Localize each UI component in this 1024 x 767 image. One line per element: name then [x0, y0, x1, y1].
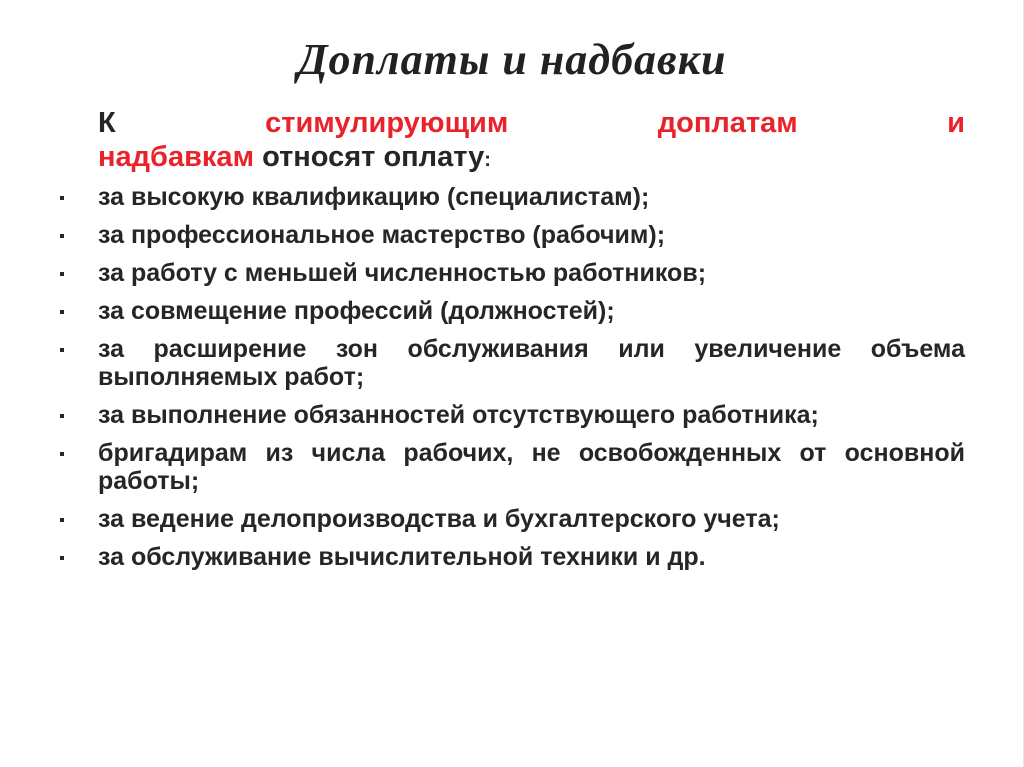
intro-paragraph [98, 106, 965, 177]
list-item [60, 439, 965, 495]
intro-line-1 [98, 106, 965, 140]
list-item [60, 401, 965, 429]
slide-content [60, 106, 965, 581]
list-item-text: за расширение зон обслуживания или увеличение объема выполняемых работ; [98, 335, 965, 391]
bullet-icon [60, 348, 64, 352]
list-item [60, 259, 965, 287]
bullet-icon [60, 452, 64, 456]
bullet-icon [60, 272, 64, 276]
bullet-list [60, 183, 965, 571]
list-item [60, 335, 965, 391]
list-item-text: за ведение делопроизводства и бухгалтерского учета; [98, 505, 780, 533]
list-item-text: за высокую квалификацию (специалистам); [98, 183, 650, 211]
list-item-text: бригадирам из числа рабочих, не освобожденных от основной работы; [98, 439, 965, 495]
intro-colon: : [484, 149, 491, 171]
bullet-icon [60, 234, 64, 238]
bullet-icon [60, 556, 64, 560]
list-item-text: за профессиональное мастерство (рабочим); [98, 221, 666, 249]
intro-word-surcharges: доплатам [657, 107, 798, 139]
intro-word-bonuses: надбавкам [98, 141, 255, 173]
intro-word-stimulating: стимулирующим [265, 107, 509, 139]
slide-title: Доплаты и надбавки [297, 35, 727, 84]
list-item-text: за работу с меньшей численностью работников; [98, 259, 707, 287]
intro-rest: относят оплату [254, 141, 485, 173]
list-item [60, 505, 965, 533]
list-item-text: за совмещение профессий (должностей); [98, 297, 615, 325]
bullet-icon [60, 310, 64, 314]
bullet-icon [60, 518, 64, 522]
list-item [60, 297, 965, 325]
list-item [60, 221, 965, 249]
list-item-text: за выполнение обязанностей отсутствующего работника; [98, 401, 819, 429]
intro-word-k: К [98, 107, 116, 139]
list-item [60, 543, 965, 571]
list-item-text: за обслуживание вычислительной техники и др. [98, 543, 706, 571]
bullet-icon [60, 196, 64, 200]
list-item [60, 183, 965, 211]
bullet-icon [60, 414, 64, 418]
intro-word-and: и [947, 107, 965, 139]
intro-line-2 [98, 140, 965, 177]
